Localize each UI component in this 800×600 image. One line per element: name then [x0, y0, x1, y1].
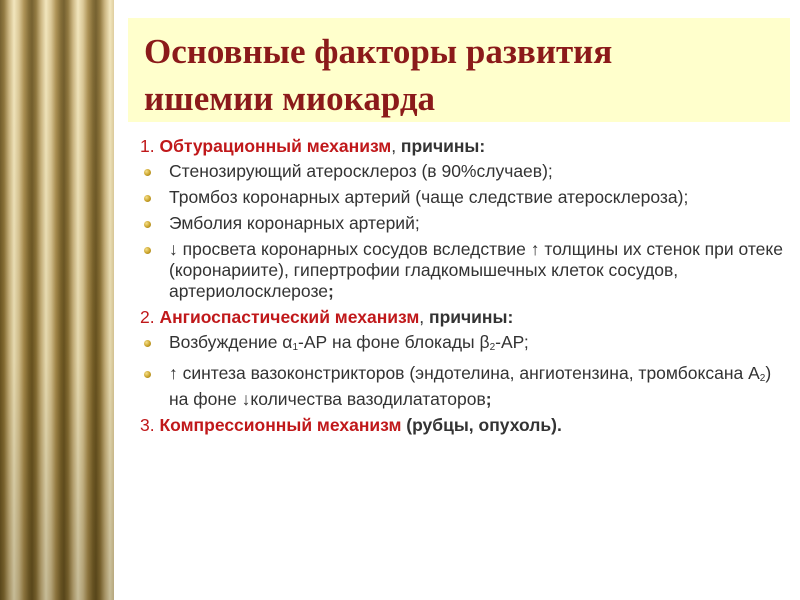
list-item-text: ↓ просвета коронарных сосудов вследствие ↑ толщины их стенок при отеке (коронариите), гипертрофии гладкомышечных клеток сосудов, артериолосклерозе — [169, 239, 783, 301]
title-box — [128, 18, 790, 122]
list-item — [140, 239, 788, 302]
list-item-text: Возбуждение α — [169, 332, 293, 352]
section-tail: (рубцы, опухоль). — [401, 415, 562, 435]
list-item-end: ; — [328, 281, 334, 301]
slide-title-line1: Основные факторы развития — [144, 32, 613, 71]
list-item-text: -АР на фоне блокады β — [298, 332, 490, 352]
section-title: Обтурационный механизм — [159, 136, 392, 156]
list-item — [140, 161, 788, 182]
section-number: 2. — [140, 307, 160, 327]
slide-title-line2: ишемии миокарда — [144, 79, 436, 118]
section-number: 3. — [140, 415, 160, 435]
list-item-end: ; — [485, 389, 492, 409]
list-item — [140, 187, 788, 208]
list-item — [140, 213, 788, 234]
bullet-icon — [144, 169, 151, 176]
subscript: 2 — [489, 342, 496, 353]
section-title: Ангиоспастический механизм — [159, 307, 420, 327]
slide-title — [144, 28, 784, 122]
section-number: 1. — [140, 136, 160, 156]
slide-content — [140, 136, 788, 440]
section-3-heading — [140, 415, 788, 436]
bullet-icon — [144, 221, 151, 228]
section-2-list — [140, 332, 788, 410]
section-title: Компрессионный механизм — [159, 415, 402, 435]
list-item-text: Эмболия коронарных артерий; — [169, 213, 420, 233]
list-item — [140, 363, 788, 410]
list-item-text: ) на фоне ↓количества вазодилататоров — [169, 363, 772, 409]
list-item-text: -АР; — [495, 332, 529, 352]
bullet-icon — [144, 371, 151, 378]
causes-label: причины: — [429, 307, 514, 327]
list-item — [140, 332, 788, 358]
list-item-text: Стенозирующий атеросклероз (в 90%случаев); — [169, 161, 553, 181]
section-2-heading — [140, 307, 788, 328]
list-item-text: Тромбоз коронарных артерий (чаще следствие атеросклероза); — [169, 187, 689, 207]
bullet-icon — [144, 340, 151, 347]
causes-label: причины: — [400, 136, 486, 156]
separator: , — [391, 136, 401, 156]
separator: , — [419, 307, 429, 327]
bullet-icon — [144, 247, 151, 254]
section-1-list — [140, 161, 788, 302]
bullet-icon — [144, 195, 151, 202]
list-item-text: ↑ синтеза вазоконстрикторов (эндотелина, ангиотензина, тромбоксана А — [169, 363, 760, 383]
section-1-heading — [140, 136, 788, 157]
subscript: 1 — [292, 342, 298, 353]
subscript: 2 — [759, 373, 766, 384]
decorative-drape-shade — [0, 0, 114, 600]
